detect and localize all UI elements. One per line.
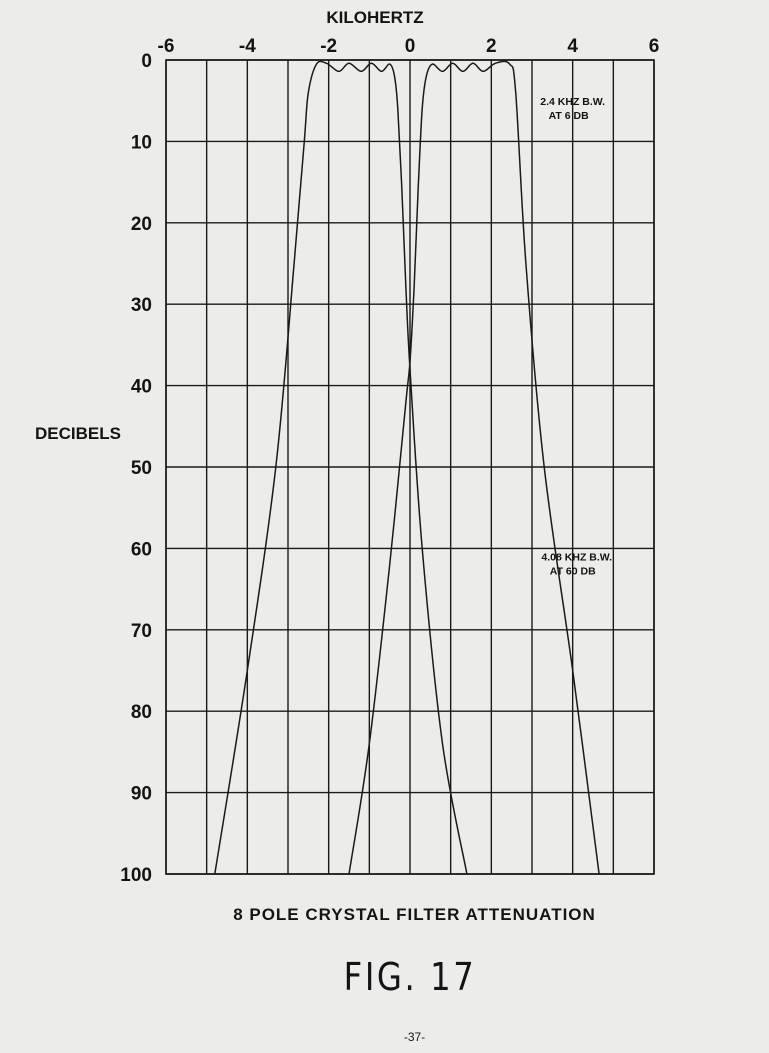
x-tick-label: -4 — [238, 36, 256, 57]
x-tick-label: 6 — [648, 36, 660, 57]
grid — [166, 60, 654, 874]
y-tick-label: 80 — [130, 702, 152, 724]
figure-label: FIG. 17 — [343, 955, 477, 999]
y-tick-label: 70 — [130, 620, 152, 642]
y-tick-label: 40 — [130, 376, 152, 398]
y-tick-label: 20 — [130, 213, 152, 235]
y-tick-label: 100 — [120, 865, 152, 886]
x-tick-label: 0 — [404, 36, 416, 57]
x-tick-label: 4 — [567, 36, 578, 57]
y-tick-label: 50 — [130, 458, 152, 479]
page-number: -37- — [403, 1030, 426, 1044]
chart-caption: 8 POLE CRYSTAL FILTER ATTENUATION — [233, 905, 596, 924]
tick-labels — [120, 36, 659, 886]
y-tick-label: 0 — [141, 51, 152, 72]
x-axis-title: KILOHERTZ — [326, 8, 424, 27]
x-tick-label: -2 — [320, 36, 338, 57]
annotation-line: 2.4 KHZ B.W. — [540, 95, 606, 108]
y-axis-title: DECIBELS — [35, 424, 121, 443]
y-tick-label: 30 — [130, 295, 152, 317]
annotation-line: 4.08 KHZ B.W. — [541, 551, 613, 564]
y-tick-label: 90 — [130, 783, 152, 805]
annotation-line: AT 6 DB — [548, 109, 589, 122]
annotations — [540, 96, 612, 578]
y-tick-label: 10 — [130, 132, 152, 154]
x-tick-label: 2 — [486, 36, 497, 57]
annotation-line: AT 60 DB — [549, 565, 596, 578]
x-tick-label: -6 — [157, 36, 175, 57]
bandwidth-annotation — [541, 552, 612, 578]
y-tick-label: 60 — [130, 539, 152, 561]
